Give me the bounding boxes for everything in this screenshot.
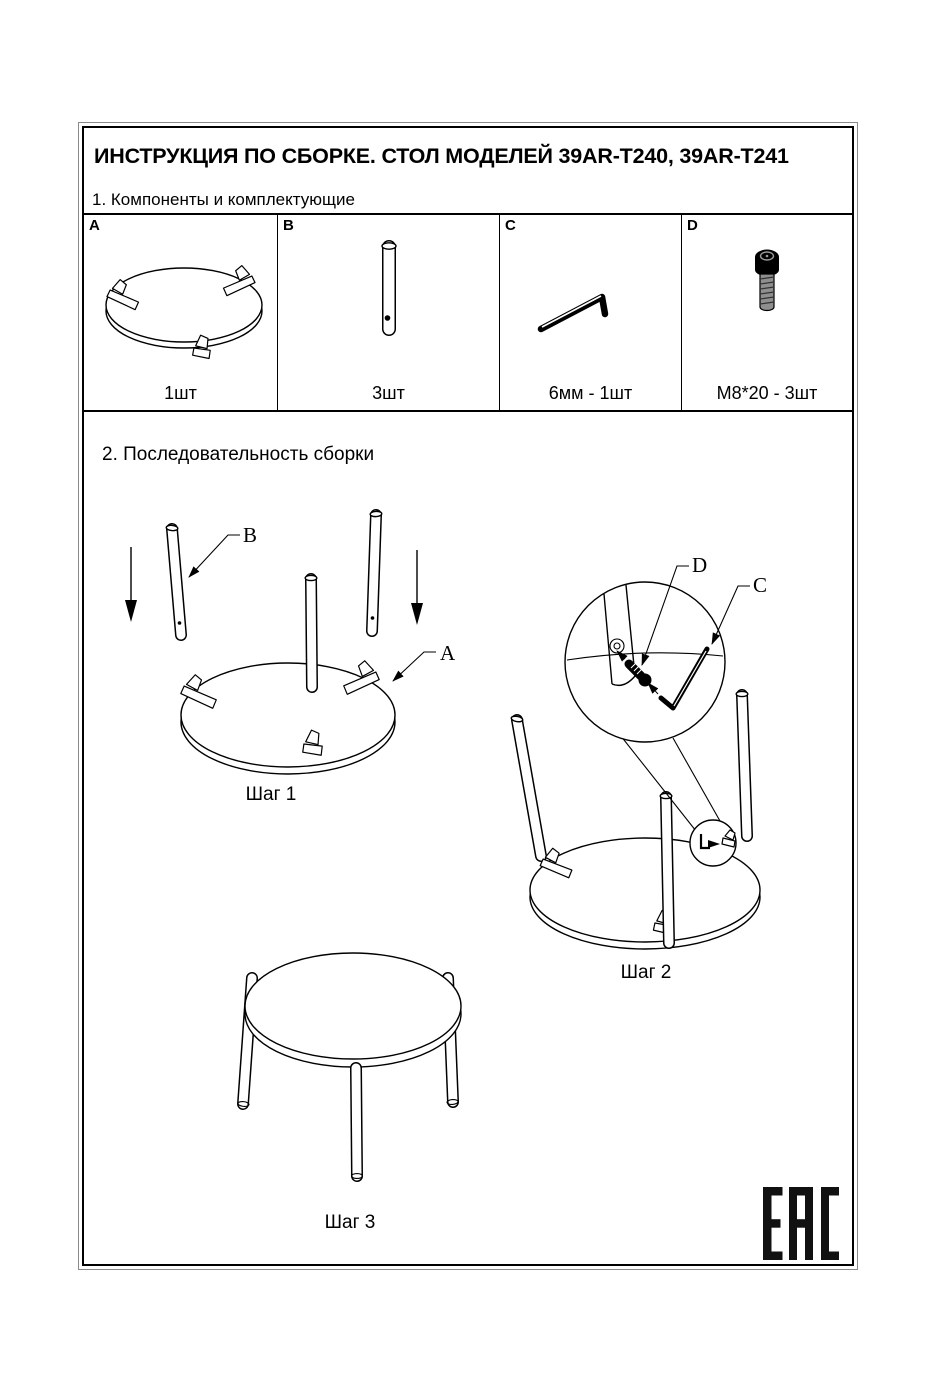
down-arrow-icon <box>125 547 137 622</box>
hex-key-part-icon <box>501 225 681 375</box>
bolt-part-icon <box>682 225 852 375</box>
parts-table <box>84 213 852 412</box>
part-cell-c <box>500 215 682 410</box>
part-cell-a <box>84 215 278 410</box>
callout-a-label: A <box>440 641 456 665</box>
step1-diagram <box>110 495 500 795</box>
section1-heading: 1. Компоненты и комплектующие <box>92 190 355 209</box>
callout-d-label: D <box>692 553 708 577</box>
part-qty: 6мм - 1шт <box>548 383 633 403</box>
section2-heading: 2. Последовательность сборки <box>102 444 375 465</box>
document-title: ИНСТРУКЦИЯ ПО СБОРКЕ. СТОЛ МОДЕЛЕЙ 39AR-T240, 39AR-T241 <box>94 144 789 168</box>
part-cell-b <box>278 215 500 410</box>
step3-diagram <box>195 940 525 1200</box>
part-letter: D <box>687 217 698 234</box>
part-letter: C <box>505 217 516 234</box>
step3-caption: Шаг 3 <box>324 1212 376 1233</box>
step1-caption: Шаг 1 <box>245 784 297 805</box>
step2-caption: Шаг 2 <box>620 962 672 983</box>
callout-c-label: C <box>753 573 768 597</box>
down-arrow-icon <box>411 550 423 625</box>
leg-tube-part-icon <box>294 225 484 375</box>
part-cell-d <box>682 215 852 410</box>
part-letter: B <box>283 217 294 234</box>
part-qty: 1шт <box>164 383 197 403</box>
tabletop-part-icon <box>90 225 272 375</box>
eac-logo-icon <box>763 1187 839 1260</box>
part-qty: M8*20 - 3шт <box>716 383 818 403</box>
part-letter: A <box>89 217 100 234</box>
callout-b-label: B <box>243 523 258 547</box>
eac-certification-mark <box>763 1187 839 1260</box>
part-qty: 3шт <box>372 383 405 403</box>
step2-diagram <box>495 548 795 960</box>
